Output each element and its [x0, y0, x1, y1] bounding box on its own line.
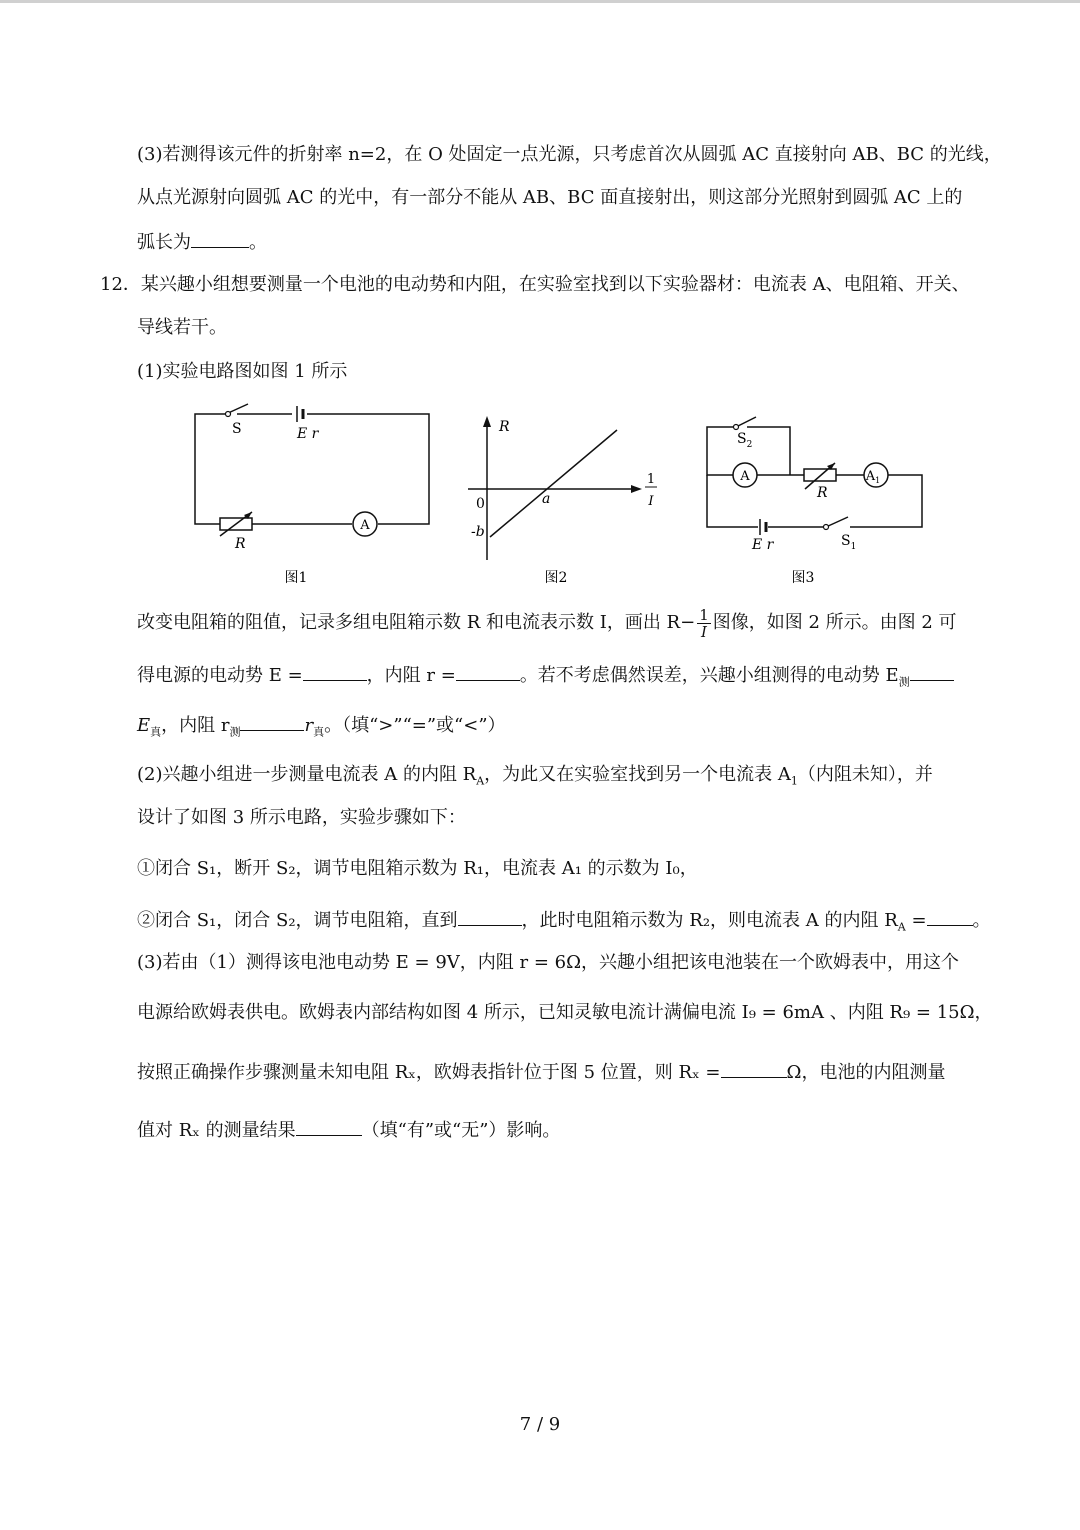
- answer-blank: [910, 662, 954, 681]
- fig3-s1-label: $S_1$: [841, 533, 857, 552]
- fig2-caption: 图2: [544, 570, 568, 586]
- fig2-y-intercept-label: -b: [471, 524, 485, 540]
- fig1-resistor-label: R: [235, 536, 246, 552]
- fig2-y-axis-label: R: [499, 419, 510, 435]
- q12-part2-line2: 设计了如图 3 所示电路，实验步骤如下：: [137, 807, 466, 828]
- q12-step2: ②闭合 S₁，闭合 S₂，调节电阻箱，直到 ，此时电阻箱示数为 R₂，则电流表 A 的内阻 $R_A$ = 。: [137, 907, 991, 940]
- figure-3-circuit: [690, 405, 940, 590]
- q12-intro-line1: 12．某兴趣小组想要测量一个电池的电动势和内阻，在实验室找到以下实验器材：电流表 A、电阻箱、开关、: [100, 274, 970, 295]
- answer-blank: [721, 1059, 787, 1078]
- q12-part2-line1: (2)兴趣小组进一步测量电流表 A 的内阻 $R_A$，为此又在实验室找到另一个电流表 $A_1$（内阻未知），并: [137, 764, 933, 788]
- q12-part3-line4: 值对 Rₓ 的测量结果 （填“有”或“无”）影响。: [137, 1117, 560, 1143]
- fig3-resistor-label: R: [817, 485, 828, 501]
- answer-blank: [240, 712, 304, 731]
- q12-part3-line2: 电源给欧姆表供电。欧姆表内部结构如图 4 所示，已知灵敏电流计满偏电流 I₉ = 6mA 、内阻 R₉ = 15Ω，: [137, 1002, 993, 1023]
- figure-1-circuit: [180, 400, 450, 590]
- q11-3-line1: (3)若测得该元件的折射率 n=2，在 O 处固定一点光源，只考虑首次从圆弧 AC 直接射向 AB、BC 的光线，: [137, 144, 1002, 165]
- fig2-x-axis-numerator: 1: [646, 472, 656, 487]
- figure-2-graph: [460, 410, 670, 590]
- answer-blank: [927, 907, 973, 926]
- q12-part1-text-line3: $E_真$，内阻 $r_测$ $r_真$。（填“>”“=”或“<”）: [137, 712, 506, 745]
- fig2-x-intercept-label: a: [542, 491, 551, 507]
- fig3-battery-label: E r: [752, 537, 774, 553]
- fig3-ammeter-a-label: A: [740, 469, 750, 484]
- q12-part1-title: (1)实验电路图如图 1 所示: [137, 361, 348, 382]
- fig3-ammeter-a1-label: $A_1$: [865, 469, 881, 485]
- answer-blank: [191, 229, 249, 248]
- answer-blank: [296, 1117, 362, 1136]
- q11-3-line3: 弧长为 。: [137, 229, 267, 255]
- answer-blank: [458, 907, 522, 926]
- answer-blank: [303, 662, 367, 681]
- fig1-caption: 图1: [284, 570, 308, 586]
- fig2-origin-label: 0: [476, 496, 485, 512]
- fraction-1-over-i: $\frac{1}{I}$: [699, 605, 709, 641]
- top-edge: [0, 0, 1080, 3]
- fig1-switch-label: S: [232, 421, 242, 437]
- fig2-x-axis-denominator: I: [648, 494, 654, 509]
- q12-part1-text-line1: 改变电阻箱的阻值，记录多组电阻箱示数 R 和电流表示数 I，画出 R− $\frac{1}{I}$ 图像，如图 2 所示。由图 2 可: [137, 605, 957, 641]
- q11-3-line2: 从点光源射向圆弧 AC 的光中，有一部分不能从 AB、BC 面直接射出，则这部分光照射到圆弧 AC 上的: [137, 187, 963, 208]
- fig1-battery-label: E r: [297, 426, 319, 442]
- q12-part3-line1: (3)若由（1）测得该电池电动势 E = 9V，内阻 r = 6Ω，兴趣小组把该电池装在一个欧姆表中，用这个: [137, 952, 960, 973]
- fig3-s2-label: $S_2$: [737, 431, 753, 450]
- q12-part3-line3: 按照正确操作步骤测量未知电阻 Rₓ，欧姆表指针位于图 5 位置，则 Rₓ = Ω，电池的内阻测量: [137, 1059, 945, 1085]
- q12-intro-line2: 导线若干。: [137, 317, 227, 338]
- answer-blank: [456, 662, 520, 681]
- page-number: 7 / 9: [519, 1414, 561, 1435]
- q12-step1: ①闭合 S₁，断开 S₂，调节电阻箱示数为 R₁，电流表 A₁ 的示数为 I₀，: [137, 858, 698, 879]
- fig3-caption: 图3: [791, 570, 815, 586]
- q12-part1-text-line2: 得电源的电动势 E = ，内阻 r = 。若不考虑偶然误差，兴趣小组测得的电动势 $E_测$: [137, 662, 954, 695]
- fig1-ammeter-label: A: [360, 518, 370, 533]
